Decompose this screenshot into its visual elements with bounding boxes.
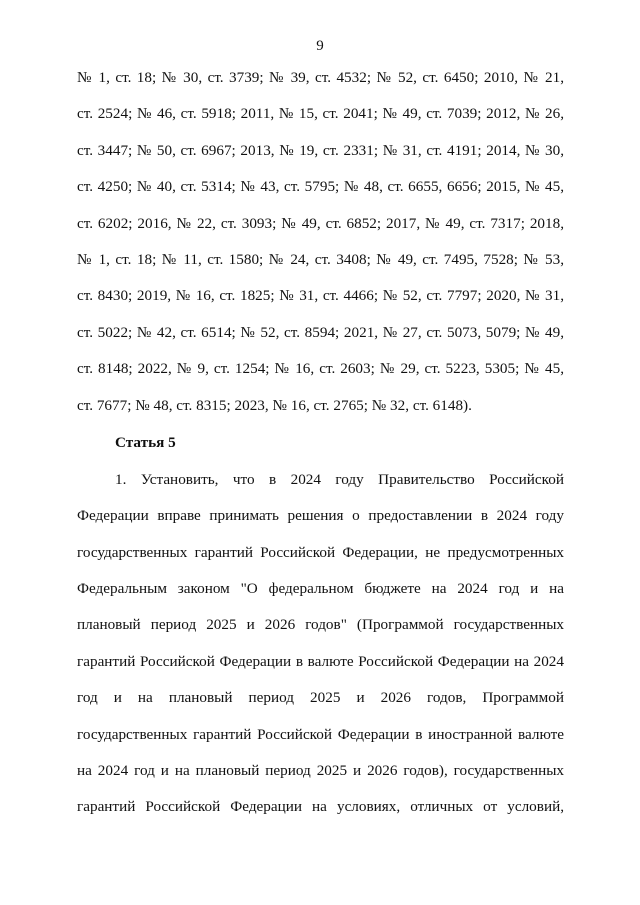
text-line: год и на плановый период 2025 и 2026 годов, Программой	[77, 689, 564, 707]
text-line: ст. 8430; 2019, № 16, ст. 1825; № 31, ст. 4466; № 52, ст. 7797; 2020, № 31,	[77, 287, 564, 305]
text-line: гарантий Российской Федерации в валюте Российской Федерации на 2024	[77, 652, 564, 670]
article-paragraph	[77, 462, 564, 826]
text-line: ст. 2524; № 46, ст. 5918; 2011, № 15, ст. 2041; № 49, ст. 7039; 2012, № 26,	[77, 105, 564, 123]
text-line: ст. 7677; № 48, ст. 8315; 2023, № 16, ст. 2765; № 32, ст. 6148).	[77, 396, 472, 414]
text-line: 1. Установить, что в 2024 году Правительство Российской	[115, 470, 564, 488]
text-line: № 1, ст. 18; № 11, ст. 1580; № 24, ст. 3408; № 49, ст. 7495, 7528; № 53,	[77, 250, 564, 268]
text-line: плановый период 2025 и 2026 годов" (Программой государственных	[77, 616, 564, 634]
text-line: ст. 4250; № 40, ст. 5314; № 43, ст. 5795; № 48, ст. 6655, 6656; 2015, № 45,	[77, 178, 564, 196]
continued-paragraph	[77, 60, 564, 424]
text-line: ст. 3447; № 50, ст. 6967; 2013, № 19, ст. 2331; № 31, ст. 4191; 2014, № 30,	[77, 141, 564, 159]
text-line: ст. 6202; 2016, № 22, ст. 3093; № 49, ст. 6852; 2017, № 49, ст. 7317; 2018,	[77, 214, 564, 232]
text-line: ст. 8148; 2022, № 9, ст. 1254; № 16, ст. 2603; № 29, ст. 5223, 5305; № 45,	[77, 360, 564, 378]
text-line: гарантий Российской Федерации на условиях, отличных от условий,	[77, 798, 564, 816]
text-line: Федерации вправе принимать решения о предоставлении в 2024 году	[77, 507, 564, 525]
text-line: на 2024 год и на плановый период 2025 и 2026 годов), государственных	[77, 762, 564, 780]
text-line: ст. 5022; № 42, ст. 6514; № 52, ст. 8594; 2021, № 27, ст. 5073, 5079; № 49,	[77, 323, 564, 341]
article-heading: Статья 5	[115, 433, 176, 451]
page-number: 9	[316, 38, 324, 54]
text-line: государственных гарантий Российской Федерации в иностранной валюте	[77, 725, 564, 743]
document-body	[77, 60, 564, 826]
text-line: № 1, ст. 18; № 30, ст. 3739; № 39, ст. 4532; № 52, ст. 6450; 2010, № 21,	[77, 69, 564, 86]
text-line: Федеральным законом "О федеральном бюджете на 2024 год и на	[77, 580, 564, 598]
text-line: государственных гарантий Российской Федерации, не предусмотренных	[77, 543, 564, 561]
